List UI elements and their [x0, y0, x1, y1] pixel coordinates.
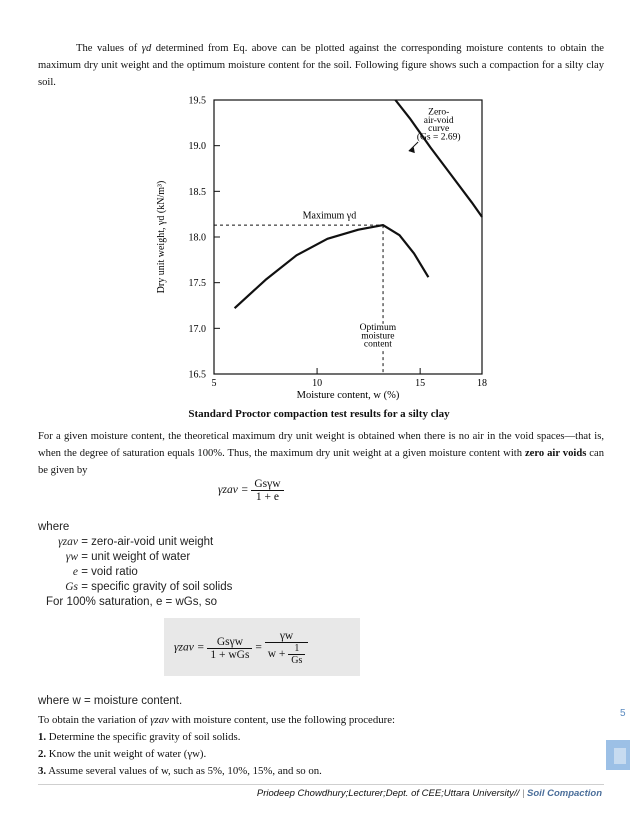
zav-label-2: air-void [423, 115, 454, 126]
y-tick-label: 16.5 [188, 369, 206, 381]
definition-row: e = void ratio [72, 566, 138, 578]
symbol-definitions [38, 520, 232, 610]
equation-fraction-inner: $\frac{1}{Gs}$ [288, 643, 305, 666]
y-tick-label: 18.5 [188, 186, 206, 198]
compaction-curve [235, 225, 429, 308]
footer: Priodeep Chowdhury;Lecturer;Dept. of CEE;Uttara University// | Soil Compaction [256, 788, 602, 799]
where-w-definition: where w = moisture content. [38, 695, 183, 707]
x-axis-label: Moisture content, w (%) [296, 390, 400, 401]
optimum-label-1: Optimum [359, 323, 397, 334]
procedure-list [38, 712, 395, 780]
definition-row: Gs = specific gravity of soil solids [65, 581, 233, 593]
y-axis-label: Dry unit weight, γd (kN/m³) [156, 180, 167, 294]
max-label: Maximum γd [302, 210, 357, 222]
zav-label-4: (Gs = 2.69) [416, 132, 461, 143]
zav-label-1: Zero- [428, 107, 450, 118]
x-tick-label: 18 [477, 378, 487, 389]
equation-fraction-1: $\frac{\text{Gsγw}}{\text{1 + wGs}}$ [207, 636, 252, 661]
procedure-step: 2. Know the unit weight of water (γw). [38, 748, 207, 760]
x-tick-label: 15 [415, 378, 426, 389]
procedure-intro: To obtain the variation of γzav with moisture content, use the following procedure: [38, 714, 396, 726]
y-tick-label: 18.0 [188, 232, 206, 244]
y-tick-label: 19.5 [188, 95, 206, 107]
zero-air-void-paragraph: For a given moisture content, the theoretical maximum dry unit weight is obtained when there is no air in the void spaces—that is, when the degree of saturation equals 100%. Thus, the maximum dry unit weight at a given moisture content with zero air voids can be given by [38, 431, 605, 476]
compaction-chart [150, 92, 490, 404]
equation-zav-moisture: γzav = $\frac{\text{Gsγw}}{\text{1 + wGs}}$ = γw w + $\frac{1}{Gs}$ [164, 618, 360, 676]
procedure-step: 3. Assume several values of w, such as 5%, 10%, 15%, and so on. [38, 765, 322, 777]
footer-divider [38, 784, 604, 785]
saturation-statement: For 100% saturation, e = wGs, so [46, 596, 217, 608]
y-tick-label: 17.5 [188, 278, 206, 290]
page-tab-inner [614, 748, 626, 764]
y-tick-label: 17.0 [188, 323, 206, 335]
x-tick-label: 5 [211, 378, 217, 389]
procedure-step: 1. Determine the specific gravity of soil solids. [38, 731, 241, 743]
definition-row: γw = unit weight of water [65, 551, 191, 563]
page-tab-decoration [606, 740, 630, 770]
x-tick-label: 10 [312, 378, 323, 389]
equation-zav-fraction: $\frac{\text{Gsγw}}{1 + e}$ [251, 478, 283, 503]
equation-fraction-2: γw w + $\frac{1}{Gs}$ [265, 630, 309, 666]
equation-zav: γzav = $\frac{\text{Gsγw}}{1 + e}$ [218, 478, 284, 503]
optimum-label-2: moisture [361, 331, 395, 342]
where-label: where [38, 521, 70, 533]
y-tick-label: 19.0 [188, 141, 206, 153]
figure-caption: Standard Proctor compaction test results for a silty clay [188, 408, 450, 420]
intro-paragraph: The values of γd determined from Eq. above can be plotted against the corresponding moisture contents to obtain the maximum dry unit weight and the optimum moisture content for the soil. Following figure shows such a compaction for a silty clay soil. [38, 43, 604, 88]
definition-row: γzav = zero-air-void unit weight [58, 536, 214, 548]
page-number: 5 [620, 708, 626, 719]
zav-label-3: curve [428, 124, 450, 135]
optimum-label-3: content [363, 339, 392, 350]
